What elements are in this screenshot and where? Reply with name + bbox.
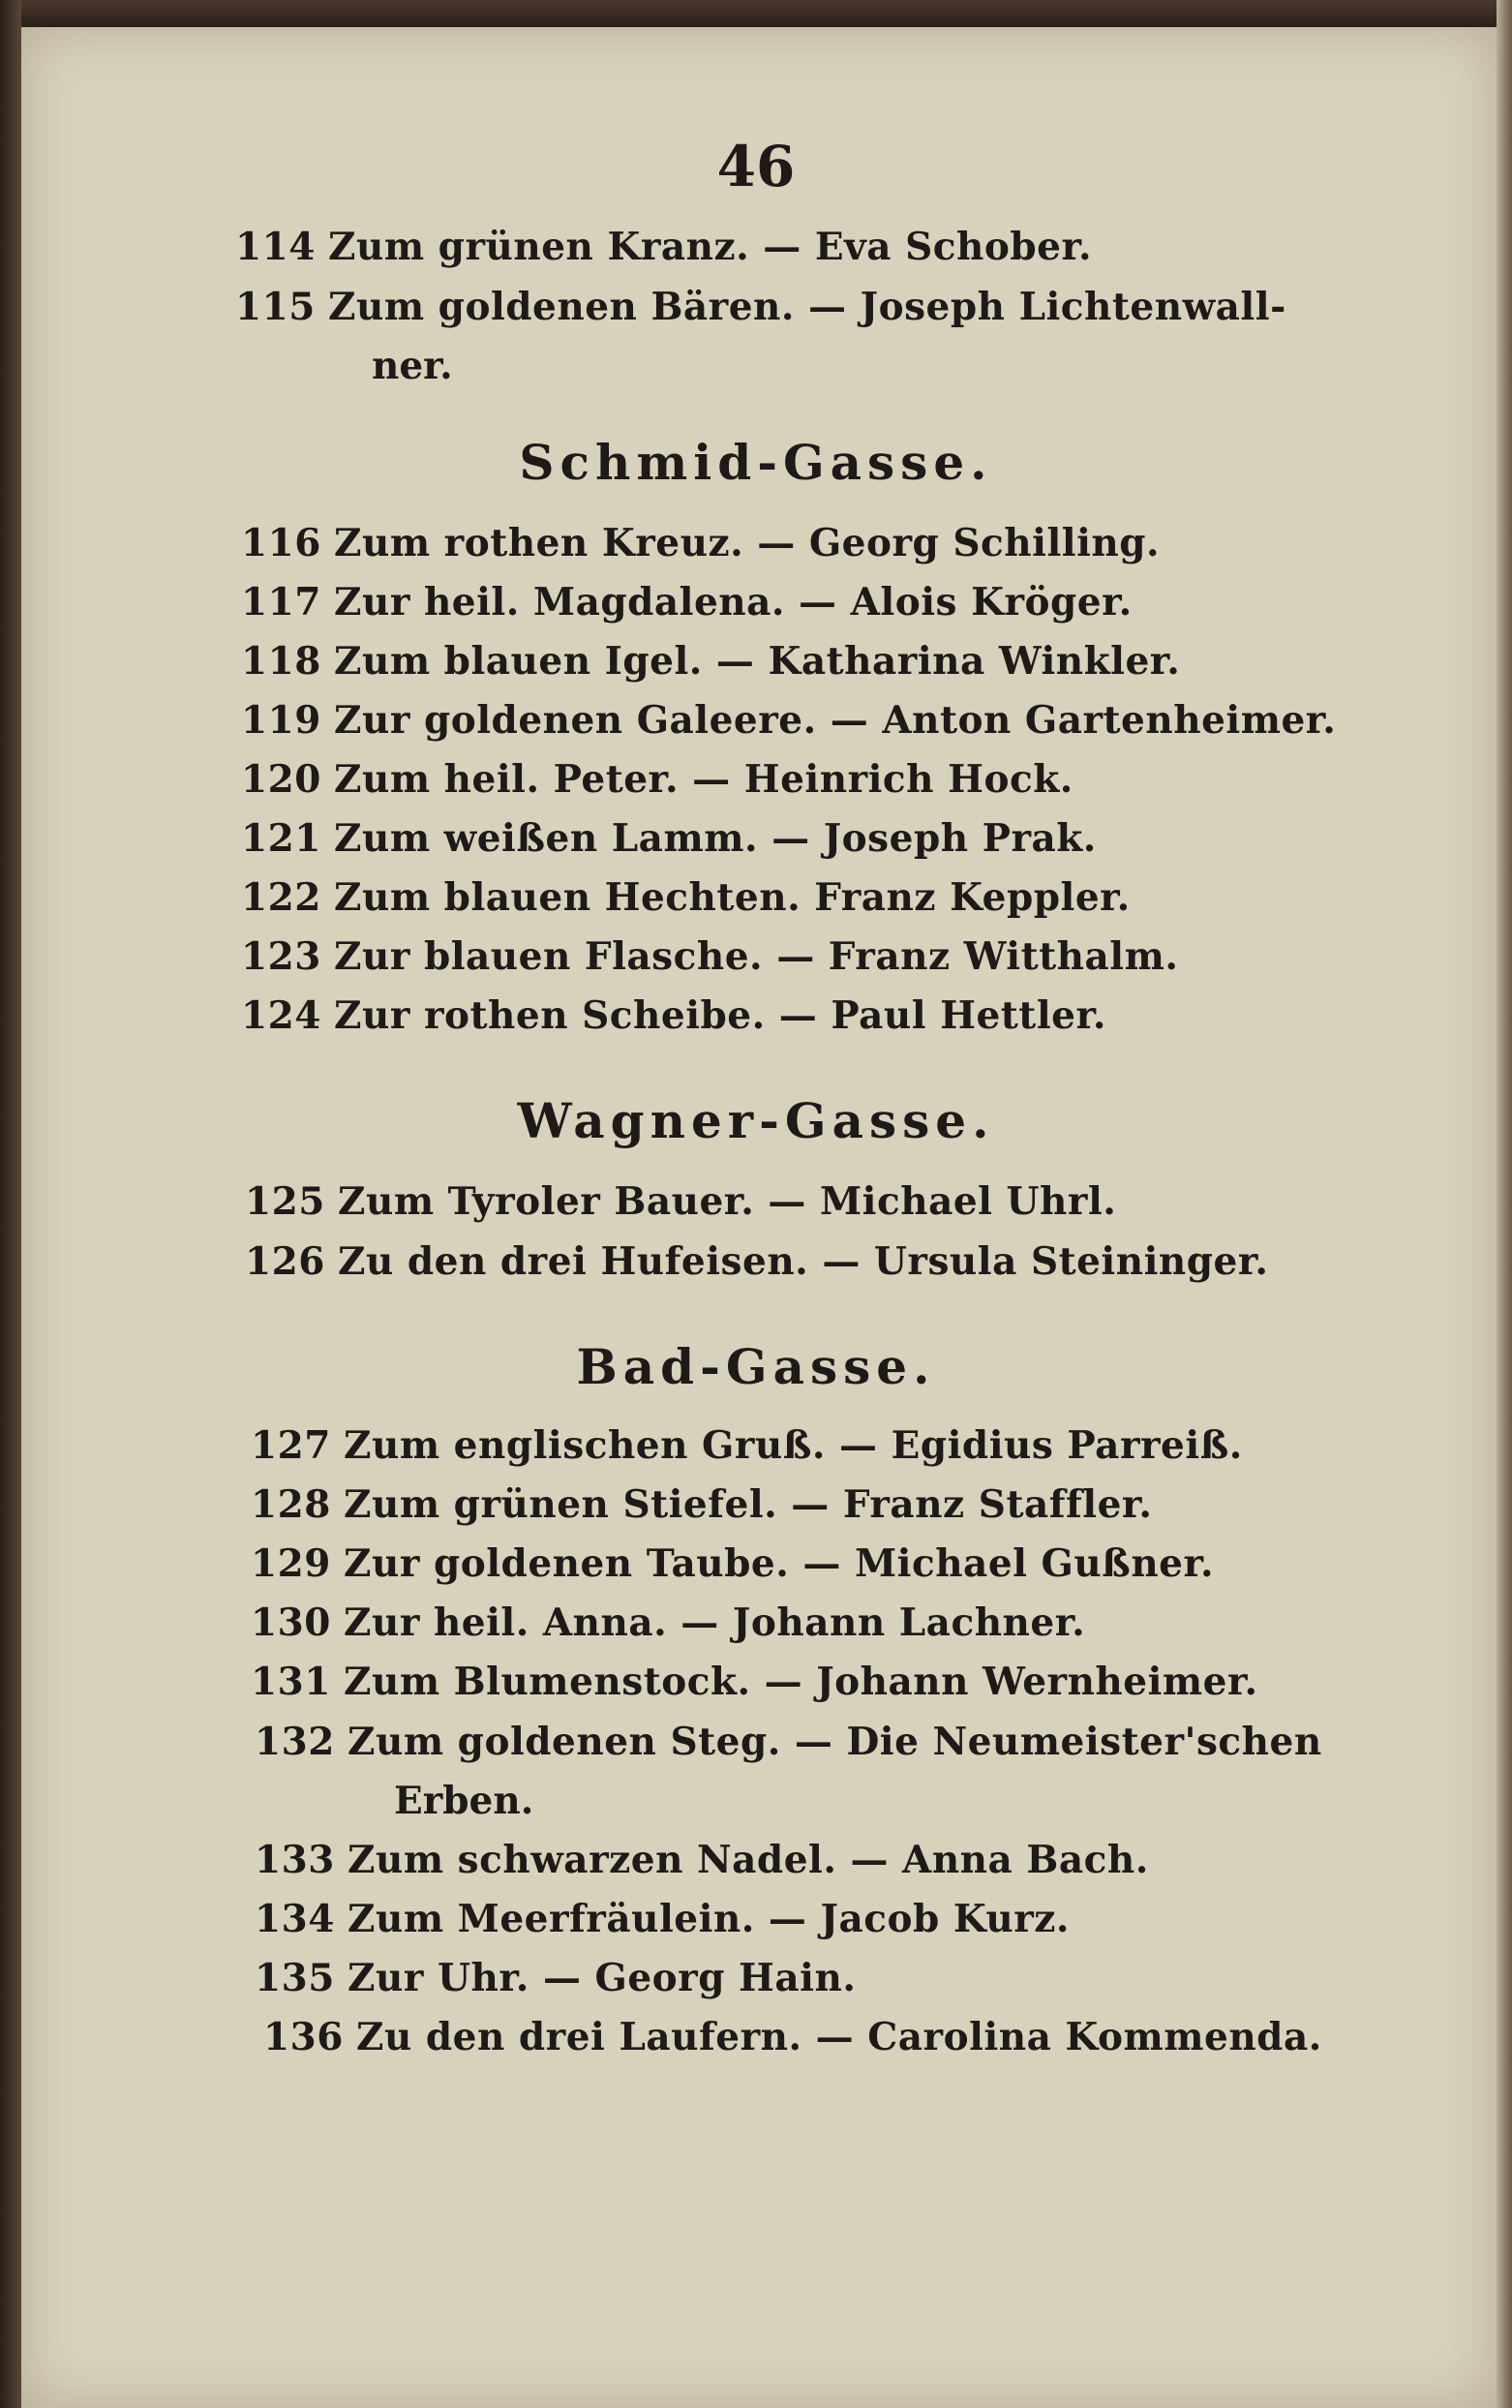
- entry-number: 117: [241, 580, 321, 625]
- entry-number: 131: [251, 1660, 331, 1704]
- entry-117: [241, 580, 1133, 625]
- section-heading-bad-gasse: Bad-Gasse.: [576, 1338, 936, 1395]
- entry-text: Zum Meerfräulein. — Jacob Kurz.: [348, 1897, 1070, 1941]
- entry-text: Zur blauen Flasche. — Franz Witthalm.: [334, 934, 1179, 979]
- entry-number: 124: [241, 993, 321, 1038]
- entry-number: 125: [245, 1179, 325, 1224]
- entry-number: 127: [251, 1423, 331, 1468]
- page-number: 46: [716, 134, 796, 199]
- entry-text: Zur heil. Magdalena. — Alois Kröger.: [334, 580, 1133, 625]
- entry-number: 126: [245, 1239, 325, 1284]
- entry-text: Zur rothen Scheibe. — Paul Hettler.: [334, 993, 1106, 1038]
- entry-115: [235, 285, 1286, 329]
- entry-116: [241, 521, 1160, 565]
- entry-number: 116: [241, 521, 321, 565]
- entry-128: [251, 1482, 1152, 1527]
- entry-text: Zum Tyroler Bauer. — Michael Uhrl.: [338, 1179, 1117, 1224]
- entry-number: 129: [251, 1541, 331, 1586]
- entry-number: 134: [255, 1897, 335, 1941]
- entry-number: 123: [241, 934, 321, 979]
- entry-number: 121: [241, 816, 321, 861]
- entry-number: 120: [241, 757, 321, 802]
- entry-text: Zu den drei Hufeisen. — Ursula Steininger.: [338, 1239, 1269, 1284]
- entry-number: 132: [255, 1720, 335, 1764]
- entry-number: 122: [241, 875, 321, 920]
- entry-text: Zum grünen Stiefel. — Franz Staffler.: [344, 1482, 1153, 1527]
- entry-115-continuation: ner.: [372, 344, 453, 388]
- entry-text: Zu den drei Laufern. — Carolina Kommenda.: [356, 2015, 1322, 2059]
- entry-125: [245, 1179, 1116, 1224]
- entry-number: 119: [241, 698, 321, 743]
- entry-text: Zum weißen Lamm. — Joseph Prak.: [334, 816, 1097, 861]
- entry-133: [255, 1838, 1149, 1882]
- entry-text: Zur heil. Anna. — Johann Lachner.: [344, 1600, 1086, 1645]
- section-heading-wagner-gasse: Wagner-Gasse.: [517, 1092, 995, 1149]
- entry-124: [241, 993, 1106, 1038]
- entry-number: 115: [235, 285, 316, 329]
- page-right-edge: [1497, 0, 1512, 2408]
- entry-127: [251, 1423, 1243, 1468]
- entry-114: [235, 225, 1092, 269]
- book-top-edge: [0, 0, 1512, 27]
- entry-text: Zum blauen Igel. — Katharina Winkler.: [334, 639, 1181, 684]
- entry-number: 133: [255, 1838, 335, 1882]
- entry-number: 118: [241, 639, 321, 684]
- entry-119: [241, 698, 1336, 743]
- entry-number: 136: [263, 2015, 344, 2059]
- entry-text: Zum blauen Hechten. Franz Keppler.: [334, 875, 1131, 920]
- entry-text: Zur Uhr. — Georg Hain.: [348, 1956, 857, 2000]
- entry-text: Zur goldenen Taube. — Michael Gußner.: [344, 1541, 1215, 1586]
- entry-number: 130: [251, 1600, 331, 1645]
- entry-number: 114: [235, 225, 316, 269]
- entry-118: [241, 639, 1180, 684]
- entry-number: 135: [255, 1956, 335, 2000]
- entry-text: Zum schwarzen Nadel. — Anna Bach.: [348, 1838, 1149, 1882]
- entry-126: [245, 1239, 1268, 1284]
- entry-121: [241, 816, 1097, 861]
- entry-132-continuation: Erben.: [394, 1779, 534, 1823]
- entry-text: Zum Blumenstock. — Johann Wernheimer.: [344, 1660, 1258, 1704]
- entry-130: [251, 1600, 1085, 1645]
- entry-120: [241, 757, 1074, 802]
- entry-132: [255, 1720, 1322, 1764]
- entry-136: [263, 2015, 1322, 2059]
- entry-123: [241, 934, 1178, 979]
- entry-text: Zum grünen Kranz. — Eva Schober.: [328, 225, 1093, 269]
- entry-134: [255, 1897, 1070, 1941]
- entry-text: Zum goldenen Bären. — Joseph Lichtenwall-: [328, 285, 1286, 329]
- entry-text: Zum englischen Gruß. — Egidius Parreiß.: [344, 1423, 1243, 1468]
- book-spine-edge: [0, 0, 21, 2408]
- entry-text: Zur goldenen Galeere. — Anton Gartenheimer.: [334, 698, 1337, 743]
- entry-131: [251, 1660, 1258, 1704]
- entry-text: Zum rothen Kreuz. — Georg Schilling.: [334, 521, 1161, 565]
- entry-122: [241, 875, 1131, 920]
- entry-135: [255, 1956, 856, 2000]
- entry-129: [251, 1541, 1214, 1586]
- entry-text: Zum goldenen Steg. — Die Neumeister'schen: [348, 1720, 1322, 1764]
- entry-text: Zum heil. Peter. — Heinrich Hock.: [334, 757, 1074, 802]
- entry-number: 128: [251, 1482, 331, 1527]
- section-heading-schmid-gasse: Schmid-Gasse.: [519, 434, 993, 491]
